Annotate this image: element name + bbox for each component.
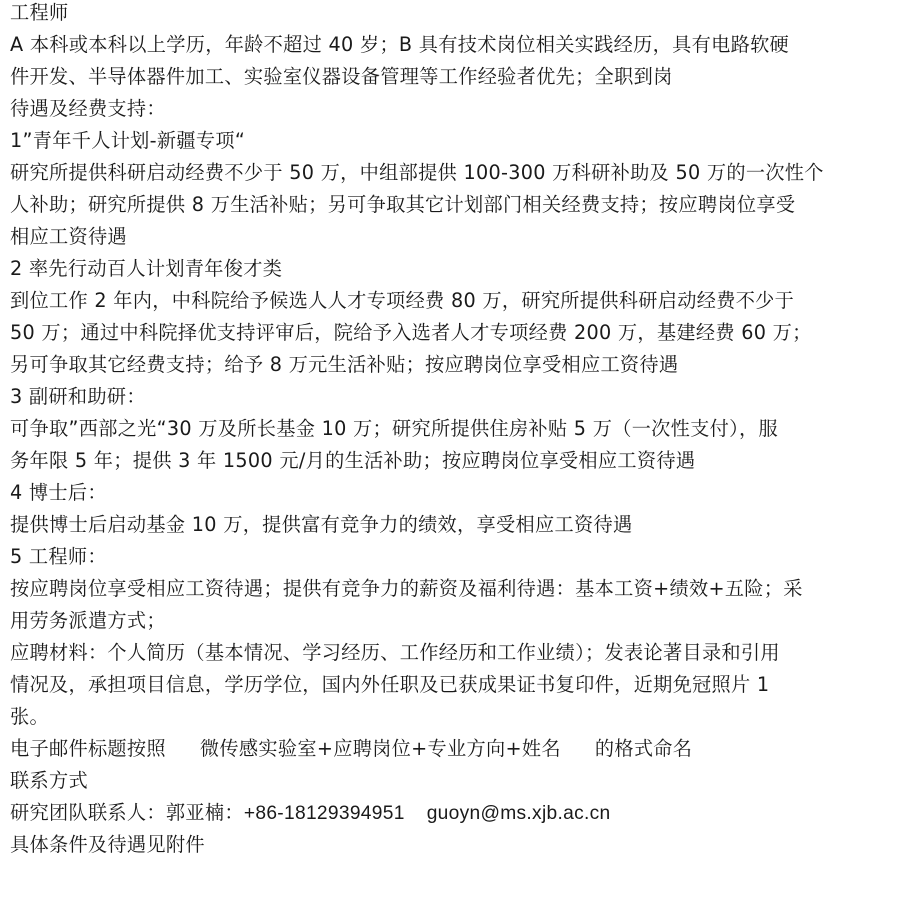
contact-line (10, 797, 888, 829)
text-line: 用劳务派遣方式； (10, 609, 166, 632)
contact-email[interactable]: guoyn@ms.xjb.ac.cn (426, 803, 611, 824)
section-heading: 2 率先行动百人计划青年俊才类 (10, 257, 283, 280)
text-line: A 本科或本科以上学历，年龄不超过 40 岁；B 具有技术岗位相关实践经历，具有电路软硬 (10, 33, 790, 56)
text-line: 应聘材料：个人简历（基本情况、学习经历、工作经历和工作业绩）；发表论著目录和引用 (10, 641, 780, 664)
email-subject-format: 微传感实验室+应聘岗位+专业方向+姓名 (199, 737, 561, 760)
contact-heading: 联系方式 (10, 769, 88, 792)
section-heading: 4 博士后： (10, 481, 107, 504)
text-line: 件开发、半导体器件加工、实验室仪器设备管理等工作经验者优先；全职到岗 (10, 65, 673, 88)
section-heading: 1”青年千人计划-新疆专项“ (10, 129, 246, 152)
text-line: 工程师 (10, 1, 69, 24)
text-line: 另可争取其它经费支持；给予 8 万元生活补贴；按应聘岗位享受相应工资待遇 (10, 353, 679, 376)
email-subject-instruction (10, 733, 888, 765)
text-line: 相应工资待遇 (10, 225, 127, 248)
footer-note: 具体条件及待遇见附件 (10, 833, 205, 856)
text-line: 可争取”西部之光“30 万及所长基金 10 万；研究所提供住房补贴 5 万（一次性支付），服 (10, 417, 778, 440)
text-line: 研究所提供科研启动经费不少于 50 万，中组部提供 100-300 万科研补助及 50 万的一次性个 (10, 161, 824, 184)
text-line: 提供博士后启动基金 10 万，提供富有竞争力的绩效，享受相应工资待遇 (10, 513, 633, 536)
email-instruction-suffix: 的格式命名 (594, 737, 693, 760)
section-heading: 5 工程师： (10, 545, 107, 568)
text-line: 按应聘岗位享受相应工资待遇；提供有竞争力的薪资及福利待遇：基本工资+绩效+五险；采 (10, 577, 803, 600)
text-line: 到位工作 2 年内，中科院给予候选人人才专项经费 80 万，研究所提供科研启动经费不少于 (10, 289, 795, 312)
contact-label: 研究团队联系人：郭亚楠： (10, 801, 244, 824)
text-line: 人补助；研究所提供 8 万生活补贴；另可争取其它计划部门相关经费支持；按应聘岗位享受 (10, 193, 796, 216)
document-body (10, 0, 888, 861)
text-line: 务年限 5 年；提供 3 年 1500 元/月的生活补助；按应聘岗位享受相应工资待遇 (10, 449, 696, 472)
email-instruction-prefix: 电子邮件标题按照 (10, 737, 166, 760)
section-heading: 待遇及经费支持： (10, 97, 166, 120)
section-heading: 3 副研和助研： (10, 385, 146, 408)
text-line: 情况及，承担项目信息，学历学位，国内外任职及已获成果证书复印件，近期免冠照片 1 (10, 673, 770, 696)
text-line: 50 万；通过中科院择优支持评审后，院给予入选者人才专项经费 200 万，基建经费 60 万； (10, 321, 812, 344)
text-line: 张。 (10, 705, 49, 728)
contact-phone[interactable]: +86-18129394951 (243, 803, 405, 824)
